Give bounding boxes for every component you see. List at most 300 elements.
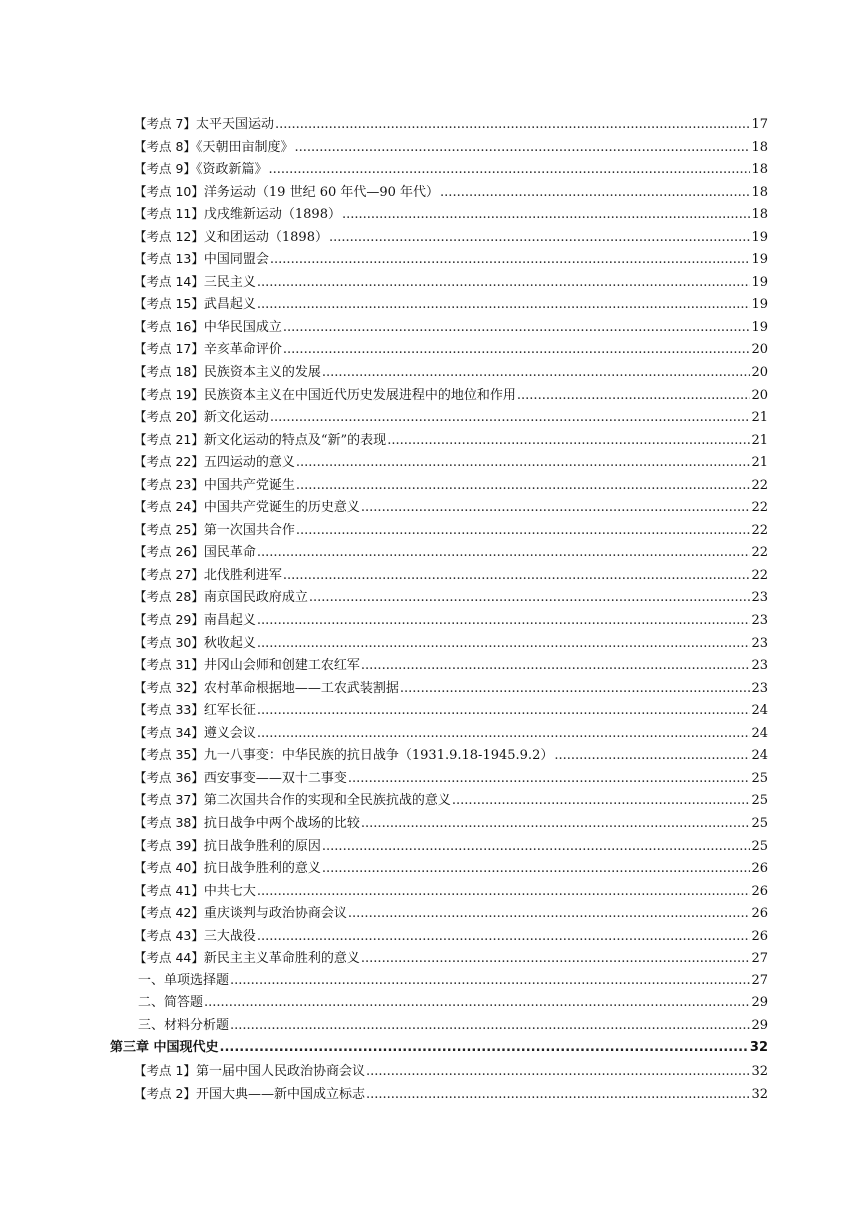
toc-page-number: 20 (751, 365, 768, 381)
toc-entry-title (134, 1060, 365, 1084)
toc-leader-dots (329, 227, 750, 250)
toc-leader-dots (270, 249, 751, 272)
toc-entry-title-text: 北伐胜利进军 (203, 567, 282, 583)
toc-leader-dots (517, 385, 751, 408)
toc-entry-tag: 【考点 26】 (134, 544, 204, 560)
toc-entry-link[interactable] (134, 541, 768, 565)
toc-entry-title (134, 406, 269, 430)
toc-leader-dots (322, 858, 751, 881)
toc-entry-title-text: 民族资本主义的发展 (203, 365, 321, 381)
toc-page-number: 29 (751, 995, 768, 1011)
toc-entry-title (134, 677, 399, 701)
toc-entry-title (134, 136, 293, 160)
toc-entry-title-text: 洋务运动（19 世纪 60 年代—90 年代） (203, 184, 440, 200)
toc-entry-row[interactable] (0, 835, 860, 858)
toc-entry-title-text: 第一届中国人民政治协商会议 (195, 1063, 365, 1079)
toc-entry-title (134, 181, 439, 205)
toc-entry-link[interactable] (134, 925, 768, 949)
toc-entry-row[interactable] (0, 609, 860, 632)
toc-entry-link[interactable] (134, 181, 768, 205)
toc-entry-tag: 【考点 8】 (134, 138, 196, 154)
toc-entry-title-text: 抗日战争胜利的意义 (203, 861, 321, 877)
toc-entry-row[interactable] (0, 181, 860, 204)
toc-entry-link[interactable] (134, 406, 768, 430)
toc-page-number: 19 (751, 319, 768, 335)
toc-entry-link[interactable] (134, 744, 768, 768)
toc-entry-link[interactable] (134, 519, 768, 543)
toc-leader-dots (257, 272, 751, 295)
toc-entry-link[interactable] (134, 564, 768, 588)
toc-entry-tag: 【考点 10】 (134, 183, 204, 199)
toc-entry-tag: 【考点 2】 (134, 1085, 196, 1101)
toc-leader-dots (400, 678, 751, 701)
toc-entry-title-text: 三、材料分析题 (138, 1017, 230, 1033)
toc-entry-title-text: 中华民国成立 (203, 319, 282, 335)
toc-entry-link[interactable] (134, 316, 768, 340)
toc-entry-link[interactable] (134, 271, 768, 295)
toc-entry-row[interactable] (0, 722, 860, 745)
toc-page-number: 26 (751, 906, 768, 922)
toc-page-number: 25 (751, 815, 768, 831)
toc-section-row[interactable] (0, 1015, 860, 1038)
toc-leader-dots (270, 407, 751, 430)
toc-entry-tag: 【考点 7】 (134, 116, 196, 131)
toc-page-number: 17 (751, 117, 768, 132)
toc-page-number: 26 (751, 861, 768, 877)
toc-leader-dots (257, 723, 751, 746)
toc-entry-title-text: 遵义会议 (203, 725, 256, 741)
toc-entry-title (134, 564, 282, 588)
toc-entry-tag: 【考点 42】 (134, 905, 204, 921)
toc-entry-row[interactable] (0, 226, 860, 249)
toc-page-number: 22 (751, 567, 768, 583)
toc-entry-title-text: 一、单项选择题 (138, 972, 230, 988)
toc-entry-row[interactable] (0, 1060, 860, 1083)
toc-leader-dots (366, 1084, 751, 1107)
toc-entry-tag: 【考点 23】 (134, 476, 204, 492)
toc-leader-dots (296, 520, 751, 543)
toc-leader-dots (283, 317, 751, 340)
toc-entry-link[interactable] (134, 293, 768, 317)
toc-entry-link[interactable] (134, 835, 768, 859)
toc-entry-link[interactable] (134, 857, 768, 881)
toc-entry-tag: 【考点 38】 (134, 814, 204, 830)
toc-page-number: 20 (751, 342, 768, 358)
toc-entry-title (134, 744, 553, 768)
toc-leader-dots (257, 881, 751, 904)
toc-entry-link[interactable] (134, 496, 768, 520)
toc-entry-title (134, 496, 360, 520)
toc-entry-row[interactable] (0, 564, 860, 587)
toc-entry-title (134, 158, 267, 182)
toc-entry-title (134, 699, 256, 723)
toc-entry-title (134, 451, 295, 475)
toc-entry-tag: 【考点 43】 (134, 927, 204, 943)
toc-entry-title-text: 井冈山会师和创建工农红军 (203, 658, 360, 674)
toc-page-number: 19 (751, 229, 768, 245)
toc-entry-link[interactable] (134, 429, 768, 453)
toc-entry-title-text: 重庆谈判与政治协商会议 (203, 906, 347, 922)
toc-entry-title-text: 《天朝田亩制度》 (195, 139, 294, 155)
toc-page-number: 19 (751, 252, 768, 268)
toc-entry-tag: 【考点 28】 (134, 589, 204, 605)
toc-leader-dots (322, 362, 751, 385)
toc-entry-title (134, 835, 321, 859)
toc-entry-title-text: 中共七大 (203, 883, 256, 899)
toc-entry-link[interactable] (134, 699, 768, 723)
toc-entry-title (134, 203, 341, 227)
toc-page-number: 26 (751, 928, 768, 944)
toc-entry-title (134, 609, 256, 633)
toc-entry-tag: 【考点 34】 (134, 724, 204, 740)
toc-entry-row[interactable] (0, 654, 860, 677)
toc-entry-row[interactable] (0, 789, 860, 812)
toc-entry-title-text: 中国共产党诞生的历史意义 (203, 500, 360, 516)
toc-page-number: 21 (751, 432, 768, 448)
toc-entry-link[interactable] (134, 902, 768, 926)
toc-entry-tag: 【考点 27】 (134, 566, 204, 582)
table-of-contents (0, 113, 860, 1105)
toc-entry-tag: 【考点 16】 (134, 318, 204, 334)
toc-entry-title-text: 五四运动的意义 (203, 455, 295, 471)
toc-entry-title (134, 925, 256, 949)
toc-entry-title-text: 红军长征 (203, 703, 256, 719)
toc-entry-tag: 【考点 18】 (134, 364, 204, 380)
toc-entry-title-text: 第一次国共合作 (203, 522, 295, 538)
toc-page-number: 20 (751, 387, 768, 403)
toc-page-number: 32 (749, 1040, 768, 1056)
toc-entry-title (134, 789, 451, 813)
toc-entry-row[interactable] (0, 699, 860, 722)
toc-page-number: 24 (751, 725, 768, 741)
toc-leader-dots (268, 159, 750, 182)
toc-entry-link[interactable] (134, 654, 768, 678)
toc-entry-tag: 【考点 1】 (134, 1062, 196, 1078)
toc-entry-title (134, 271, 256, 295)
toc-entry-row[interactable] (0, 677, 860, 700)
toc-entry-title (134, 384, 516, 408)
toc-leader-dots (257, 542, 751, 565)
toc-entry-title (110, 1037, 219, 1060)
toc-entry-link[interactable] (134, 451, 768, 475)
toc-entry-row[interactable] (0, 925, 860, 948)
toc-entry-link[interactable] (134, 203, 768, 227)
toc-entry-title-text: 太平天国运动 (195, 117, 274, 132)
toc-entry-title (138, 1015, 229, 1038)
toc-entry-row[interactable] (0, 271, 860, 294)
toc-entry-title (134, 226, 328, 250)
toc-entry-tag: 【考点 32】 (134, 679, 204, 695)
toc-entry-row[interactable] (0, 451, 860, 474)
toc-leader-dots (366, 1061, 751, 1084)
toc-entry-link[interactable] (134, 947, 768, 971)
toc-leader-dots (257, 294, 751, 317)
toc-entry-tag: 【考点 39】 (134, 837, 204, 853)
toc-entry-title-text: 秋收起义 (203, 635, 256, 651)
toc-page-number: 25 (751, 838, 768, 854)
toc-page-number: 23 (751, 658, 768, 674)
toc-entry-title (134, 586, 308, 610)
toc-entry-title (134, 902, 347, 926)
toc-entry-row[interactable] (0, 203, 860, 226)
toc-entry-title (134, 474, 295, 498)
toc-page-number: 25 (751, 793, 768, 809)
toc-leader-dots (296, 452, 751, 475)
toc-entry-title (134, 632, 256, 656)
toc-leader-dots (554, 745, 750, 768)
toc-page-number: 22 (751, 477, 768, 493)
toc-entry-title (138, 992, 203, 1015)
toc-entry-row[interactable] (0, 857, 860, 880)
toc-page-number: 27 (751, 972, 768, 988)
toc-entry-row[interactable] (0, 586, 860, 609)
toc-entry-link[interactable] (134, 586, 768, 610)
toc-entry-link[interactable] (134, 812, 768, 836)
toc-entry-tag: 【考点 14】 (134, 273, 204, 289)
toc-entry-title-text: 九一八事变：中华民族的抗日战争（1931.9.18-1945.9.2） (203, 748, 554, 764)
toc-entry-tag: 【考点 11】 (134, 206, 204, 222)
toc-entry-link[interactable] (138, 992, 768, 1015)
toc-leader-dots (348, 768, 751, 791)
toc-page-number: 18 (751, 184, 768, 200)
toc-entry-row[interactable] (0, 113, 860, 136)
toc-entry-tag: 【考点 22】 (134, 454, 204, 470)
toc-entry-row[interactable] (0, 361, 860, 384)
toc-section-row[interactable] (0, 992, 860, 1015)
toc-entry-tag: 【考点 29】 (134, 612, 204, 628)
toc-entry-tag: 【考点 44】 (134, 950, 204, 966)
toc-page-number: 23 (751, 680, 768, 696)
toc-page-number: 27 (751, 951, 768, 967)
toc-leader-dots (257, 610, 751, 633)
toc-leader-dots (361, 655, 751, 678)
toc-leader-dots (230, 1015, 750, 1038)
toc-entry-title (134, 316, 282, 340)
toc-entry-link[interactable] (134, 609, 768, 633)
toc-entry-link[interactable] (134, 722, 768, 746)
toc-entry-link[interactable] (134, 880, 768, 904)
toc-entry-tag: 【考点 20】 (134, 409, 204, 425)
toc-leader-dots (342, 204, 750, 227)
toc-entry-title-text: 义和团运动（1898） (203, 229, 328, 245)
toc-leader-dots (257, 633, 751, 656)
toc-entry-title-text: 南昌起义 (203, 613, 256, 629)
toc-page-number: 29 (751, 1017, 768, 1033)
toc-entry-title (134, 880, 256, 904)
toc-entry-row[interactable] (0, 947, 860, 970)
toc-entry-title-text: 民族资本主义在中国近代历史发展进程中的地位和作用 (203, 387, 516, 403)
toc-entry-tag: 【考点 25】 (134, 521, 204, 537)
toc-page-number: 18 (751, 207, 768, 223)
toc-entry-row[interactable] (0, 744, 860, 767)
toc-leader-dots (220, 1037, 749, 1060)
toc-entry-link[interactable] (138, 1015, 768, 1038)
toc-entry-title-text: 新民主主义革命胜利的意义 (203, 951, 360, 967)
toc-entry-tag: 【考点 33】 (134, 702, 204, 718)
toc-leader-dots (440, 182, 750, 205)
toc-entry-title-text: 中国同盟会 (203, 252, 269, 268)
toc-entry-title-text: 二、简答题 (138, 995, 204, 1011)
toc-entry-tag: 【考点 24】 (134, 499, 204, 515)
toc-page-number: 32 (751, 1086, 768, 1102)
toc-entry-link[interactable] (110, 1037, 768, 1060)
toc-entry-title-text: 西安事变——双十二事变 (203, 770, 347, 786)
toc-page-number: 25 (751, 770, 768, 786)
toc-section-row[interactable] (0, 970, 860, 993)
toc-entry-row[interactable] (0, 1083, 860, 1106)
toc-page-number: 23 (751, 613, 768, 629)
toc-entry-title-text: 辛亥革命评价 (203, 342, 282, 358)
toc-entry-title-text: 三民主义 (203, 274, 256, 290)
toc-leader-dots (257, 700, 751, 723)
toc-entry-row[interactable] (0, 902, 860, 925)
toc-entry-tag: 【考点 9】 (134, 161, 196, 177)
toc-entry-tag: 【考点 13】 (134, 251, 204, 267)
toc-page-number: 22 (751, 545, 768, 561)
toc-entry-tag: 【考点 36】 (134, 769, 204, 785)
toc-entry-link[interactable] (134, 113, 768, 137)
toc-entry-title-text: 新文化运动 (203, 410, 269, 426)
toc-entry-title (134, 519, 295, 543)
toc-page-number: 18 (751, 162, 768, 178)
toc-entry-row[interactable] (0, 384, 860, 407)
toc-entry-title (134, 812, 360, 836)
toc-entry-title (134, 1083, 365, 1107)
toc-entry-tag: 【考点 12】 (134, 228, 204, 244)
toc-page-number: 23 (751, 590, 768, 606)
toc-page-number: 19 (751, 297, 768, 313)
toc-entry-row[interactable] (0, 248, 860, 271)
toc-entry-title (134, 767, 347, 791)
toc-entry-tag: 【考点 37】 (134, 792, 204, 808)
toc-entry-title (134, 857, 321, 881)
toc-page-number: 32 (751, 1063, 768, 1079)
toc-entry-tag: 【考点 30】 (134, 634, 204, 650)
toc-entry-title (134, 654, 360, 678)
toc-entry-title-text: 开国大典——新中国成立标志 (195, 1086, 365, 1102)
toc-entry-link[interactable] (134, 361, 768, 385)
toc-leader-dots (322, 836, 751, 859)
toc-entry-tag: 【考点 31】 (134, 657, 204, 673)
toc-entry-link[interactable] (134, 767, 768, 791)
toc-entry-link[interactable] (134, 632, 768, 656)
toc-entry-title (134, 338, 282, 362)
toc-entry-title-text: 南京国民政府成立 (203, 590, 308, 606)
toc-entry-link[interactable] (134, 158, 768, 182)
toc-leader-dots (361, 497, 751, 520)
toc-entry-title-text: 国民革命 (203, 545, 256, 561)
toc-entry-row[interactable] (0, 767, 860, 790)
toc-entry-link[interactable] (138, 970, 768, 993)
toc-entry-row[interactable] (0, 429, 860, 452)
toc-page-number: 26 (751, 883, 768, 899)
toc-page-number: 18 (751, 139, 768, 155)
toc-entry-title-text: 新文化运动的特点及“新”的表现 (203, 432, 387, 448)
toc-entry-link[interactable] (134, 384, 768, 408)
toc-entry-tag: 【考点 19】 (134, 386, 204, 402)
toc-entry-title (134, 722, 256, 746)
toc-entry-row[interactable] (0, 541, 860, 564)
toc-leader-dots (361, 813, 751, 836)
toc-leader-dots (452, 790, 751, 813)
toc-entry-title (134, 947, 360, 971)
toc-leader-dots (283, 565, 751, 588)
toc-entry-link[interactable] (134, 226, 768, 250)
toc-leader-dots (309, 587, 751, 610)
toc-entry-title-text: 三大战役 (203, 928, 256, 944)
toc-entry-link[interactable] (134, 1083, 768, 1107)
toc-entry-tag: 【考点 17】 (134, 341, 204, 357)
toc-entry-row[interactable] (0, 632, 860, 655)
toc-entry-title (134, 429, 386, 453)
toc-leader-dots (257, 926, 751, 949)
toc-entry-row[interactable] (0, 293, 860, 316)
toc-leader-dots (387, 430, 750, 453)
toc-chapter-row[interactable] (0, 1037, 860, 1060)
toc-entry-title-text: 抗日战争胜利的原因 (203, 838, 321, 854)
toc-entry-title-text: 抗日战争中两个战场的比较 (203, 815, 360, 831)
toc-entry-link[interactable] (134, 338, 768, 362)
toc-entry-row[interactable] (0, 316, 860, 339)
toc-entry-link[interactable] (134, 1060, 768, 1084)
toc-leader-dots (275, 114, 751, 137)
toc-entry-tag: 【考点 35】 (134, 747, 204, 763)
toc-entry-row[interactable] (0, 338, 860, 361)
toc-entry-title (134, 541, 256, 565)
toc-entry-link[interactable] (134, 136, 768, 160)
toc-entry-title (134, 113, 274, 137)
toc-page-number: 24 (751, 748, 768, 764)
toc-entry-row[interactable] (0, 158, 860, 181)
toc-page-number: 23 (751, 635, 768, 651)
toc-entry-link[interactable] (134, 677, 768, 701)
toc-entry-link[interactable] (134, 474, 768, 498)
toc-entry-title (134, 248, 269, 272)
toc-leader-dots (230, 970, 750, 993)
toc-entry-title-text: 第三章 中国现代史 (110, 1040, 219, 1056)
toc-page-number: 24 (751, 703, 768, 719)
toc-page-number: 21 (751, 410, 768, 426)
toc-entry-row[interactable] (0, 519, 860, 542)
toc-entry-tag: 【考点 15】 (134, 296, 204, 312)
toc-page-number: 19 (751, 274, 768, 290)
toc-entry-title-text: 武昌起义 (203, 297, 256, 313)
toc-entry-tag: 【考点 40】 (134, 860, 204, 876)
toc-leader-dots (283, 339, 751, 362)
toc-entry-link[interactable] (134, 248, 768, 272)
toc-entry-row[interactable] (0, 474, 860, 497)
toc-page-number: 22 (751, 500, 768, 516)
toc-entry-title (138, 970, 229, 993)
toc-entry-title (134, 293, 256, 317)
toc-entry-title-text: 中国共产党诞生 (203, 477, 295, 493)
toc-entry-title-text: 农村革命根据地——工农武装割据 (203, 680, 399, 696)
toc-entry-row[interactable] (0, 136, 860, 159)
toc-entry-title-text: 《资政新篇》 (195, 162, 268, 178)
toc-entry-title (134, 361, 321, 385)
toc-entry-link[interactable] (134, 789, 768, 813)
toc-leader-dots (348, 903, 751, 926)
toc-entry-row[interactable] (0, 496, 860, 519)
toc-leader-dots (294, 137, 750, 160)
toc-entry-tag: 【考点 41】 (134, 882, 204, 898)
toc-page-number: 21 (751, 455, 768, 471)
toc-entry-row[interactable] (0, 406, 860, 429)
toc-leader-dots (361, 948, 751, 971)
toc-entry-row[interactable] (0, 880, 860, 903)
toc-entry-tag: 【考点 21】 (134, 431, 204, 447)
toc-entry-row[interactable] (0, 812, 860, 835)
